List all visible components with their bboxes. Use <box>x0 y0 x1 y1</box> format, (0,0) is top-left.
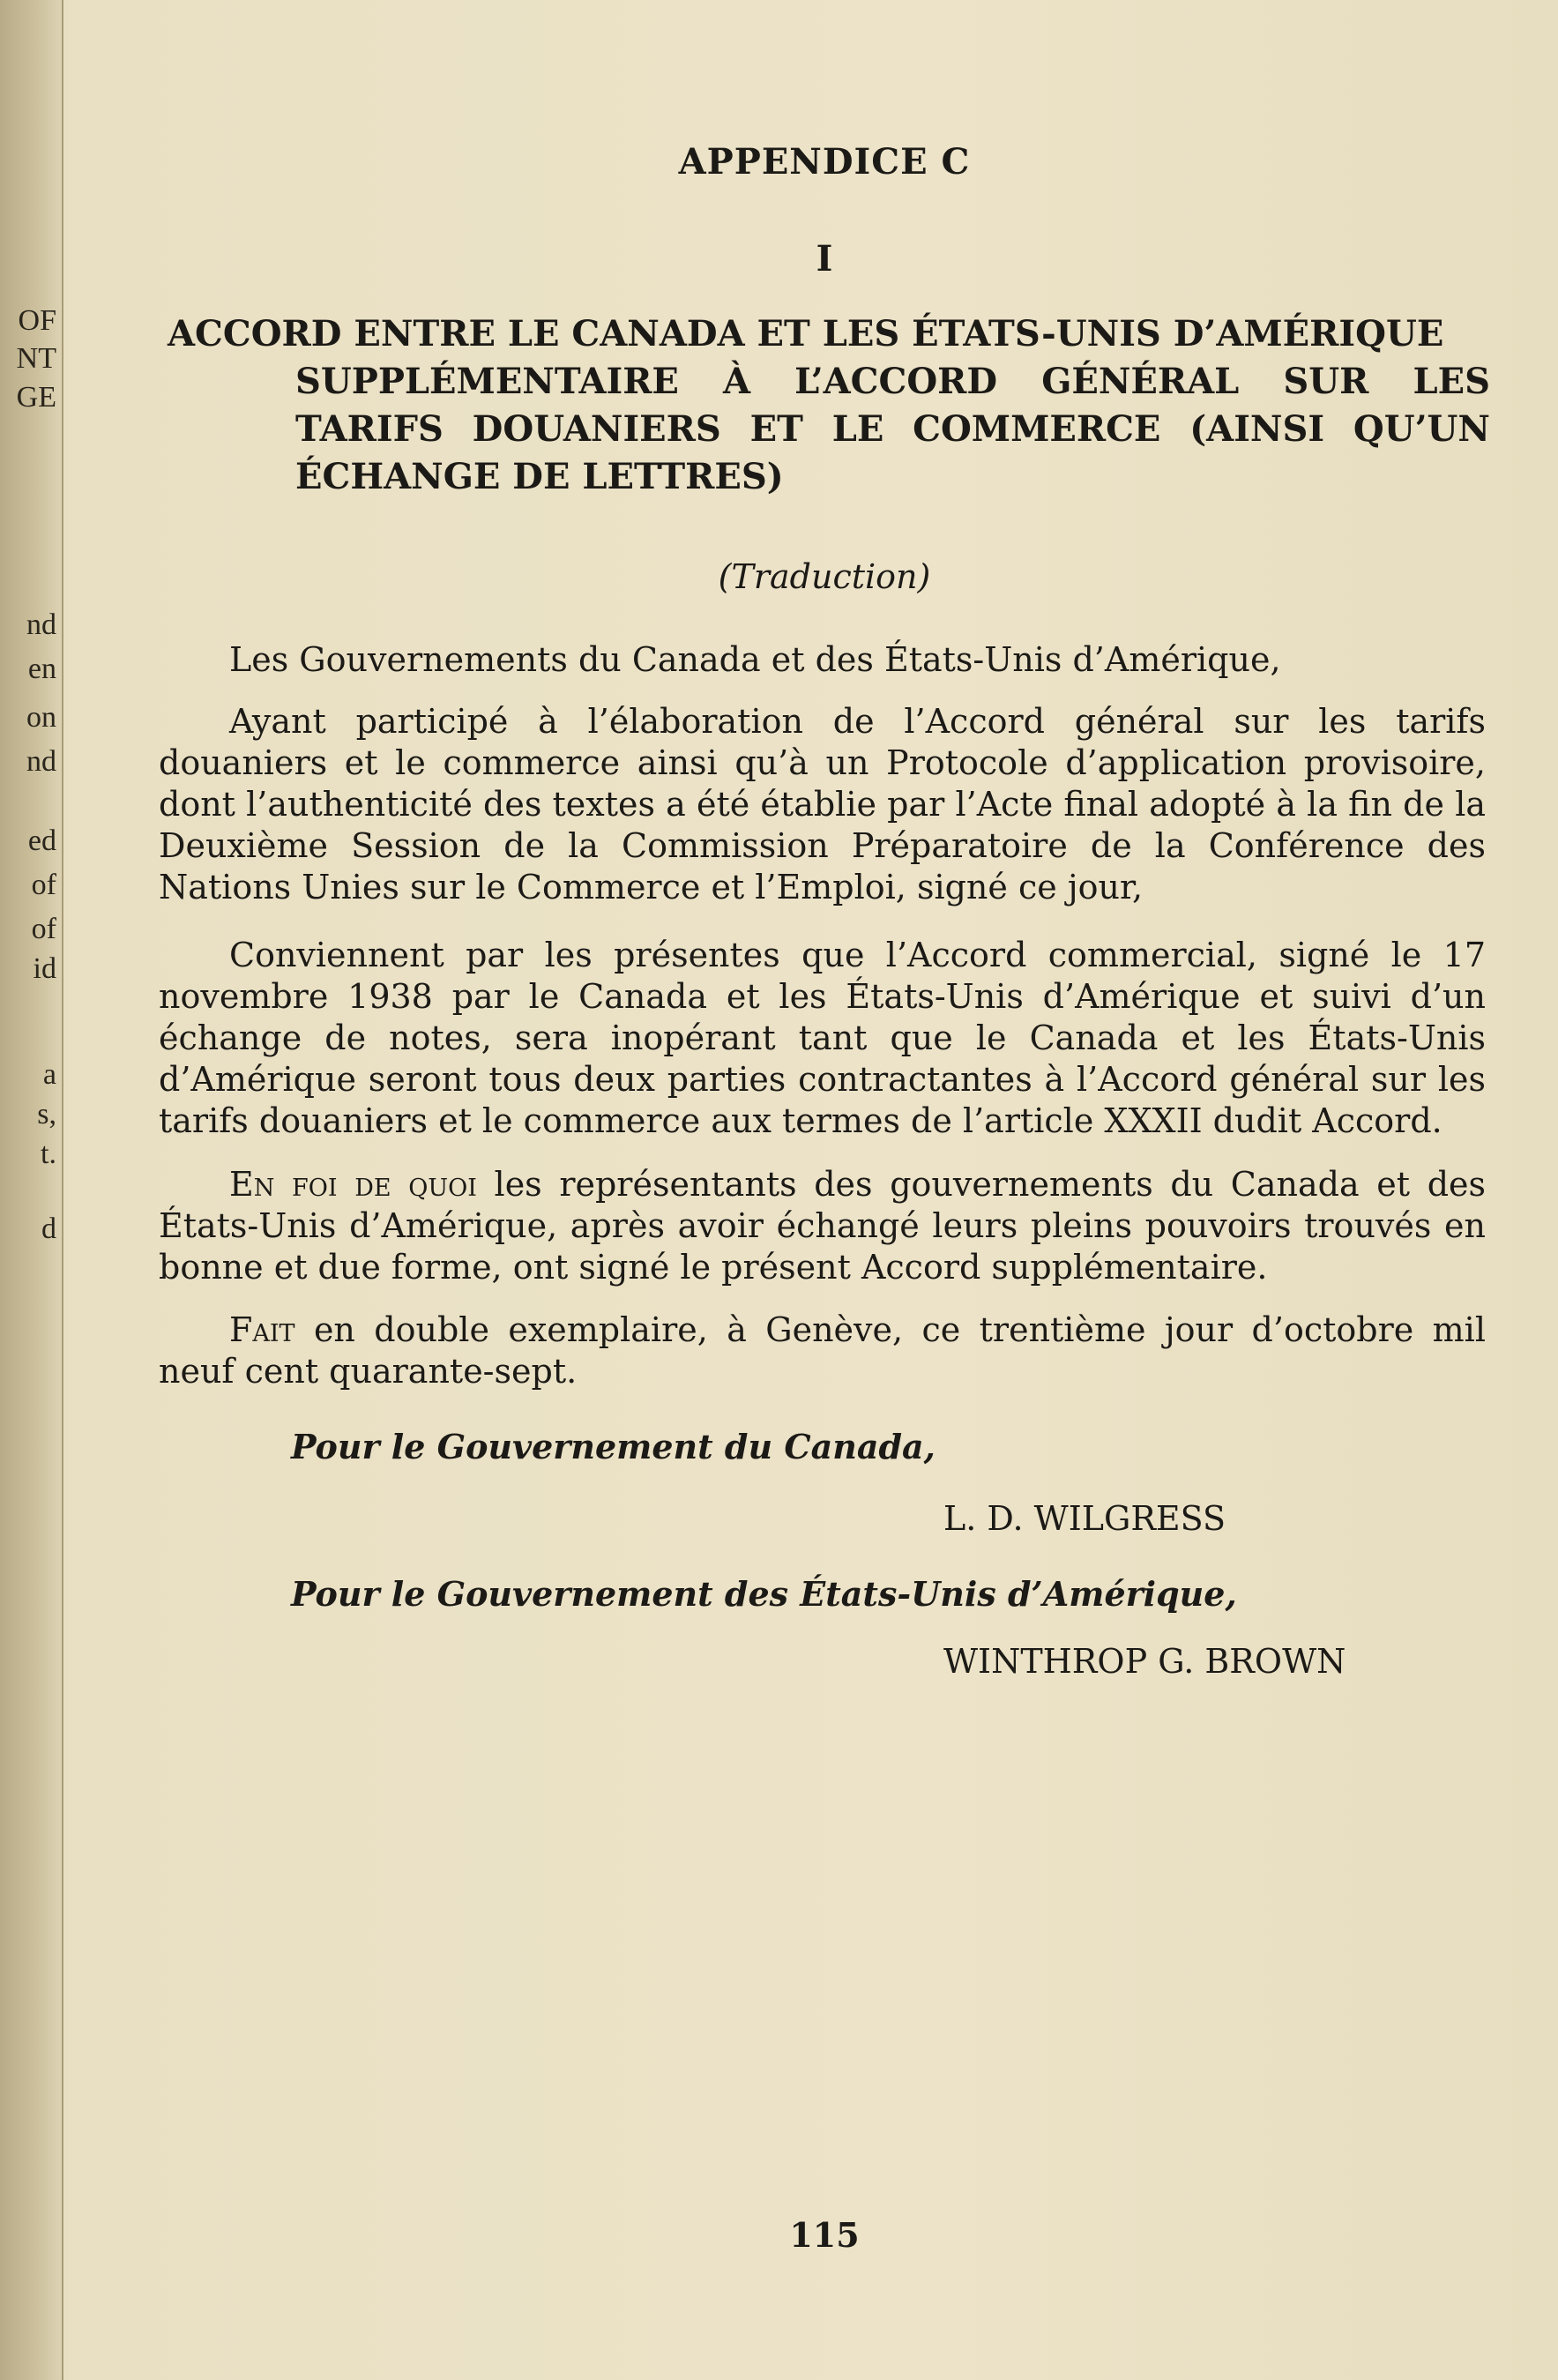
margin-fragment: ed <box>27 824 56 857</box>
margin-fragment: NT <box>16 342 56 375</box>
margin-fragment: s, <box>37 1098 56 1130</box>
margin-fragment: on <box>26 701 56 734</box>
margin-fragment: of <box>31 869 56 901</box>
facing-page-margin <box>0 0 63 2380</box>
agreement-paragraph: Conviennent par les présentes que l’Accord commercial, signé le 17 novembre 1938 par le Canada et les États-Unis d’Amérique et suivi d’un échange de notes, sera inopérant tant que le Canada et les États-Unis d’Amérique seront tous deux parties contractantes à l’Accord général sur les tarifs douaniers et le commerce aux termes de l’article XXXII dudit Accord. <box>159 936 1486 1140</box>
canada-signature-label: Pour le Gouvernement du Canada, <box>291 1427 936 1466</box>
usa-signatory: WINTHROP G. BROWN <box>943 1642 1346 1681</box>
appendix-heading: APPENDICE C <box>678 141 971 183</box>
section-number: I <box>816 238 833 280</box>
margin-fragment: en <box>27 653 56 685</box>
page-number: 115 <box>789 2215 860 2255</box>
margin-fragment: d <box>41 1212 56 1245</box>
agreement-title <box>168 310 1490 501</box>
witness-paragraph <box>159 1164 1486 1288</box>
having-participated-paragraph: Ayant participé à l’élaboration de l’Accord général sur les tarifs douaniers et le commerce ainsi qu’à un Protocole d’application provisoire, dont l’authenticité des textes a été établie par l’Acte final adopté à la fin de la Deuxième Session de la Commission Préparatoire de la Conférence des Nations Unies sur le Commerce et l’Emploi, signé ce jour, <box>159 702 1486 906</box>
margin-fragment: a <box>42 1058 56 1091</box>
margin-fragment: id <box>33 952 56 985</box>
done-lead: Fait <box>229 1310 295 1349</box>
usa-signature-label: Pour le Gouvernement des États-Unis d’Amérique, <box>291 1574 1237 1614</box>
margin-fragment: of <box>31 913 56 945</box>
margin-fragment: nd <box>26 745 56 778</box>
translation-note: (Traduction) <box>718 557 931 596</box>
title-line-1: ACCORD ENTRE LE CANADA ET LES ÉTATS-UNIS D’AMÉRIQUE <box>168 313 1444 354</box>
witness-text: les représentants des gouvernements du Canada et des États-Unis d’Amérique, après avoir échangé leurs pleins pouvoirs trouvés en bonne et due forme, ont signé le présent Accord supplémentaire. <box>159 1165 1487 1287</box>
done-text: en double exemplaire, à Genève, ce trentième jour d’octobre mil neuf cent quarante-sept. <box>159 1310 1486 1391</box>
title-continuation: SUPPLÉMENTAIRE À L’ACCORD GÉNÉRAL SUR LES TARIFS DOUANIERS ET LE COMMERCE (AINSI QU’UN ÉCHANGE DE LETTRES) <box>295 361 1490 497</box>
preamble-paragraph: Les Gouvernements du Canada et des États-Unis d’Amérique, <box>229 640 1281 679</box>
done-paragraph <box>159 1309 1486 1392</box>
margin-fragment: GE <box>16 381 56 414</box>
canada-signatory: L. D. WILGRESS <box>943 1499 1226 1538</box>
margin-fragment: OF <box>18 304 56 337</box>
margin-fragment: nd <box>26 608 56 641</box>
witness-lead: En foi de quoi <box>229 1165 477 1204</box>
margin-fragment: t. <box>41 1138 56 1170</box>
